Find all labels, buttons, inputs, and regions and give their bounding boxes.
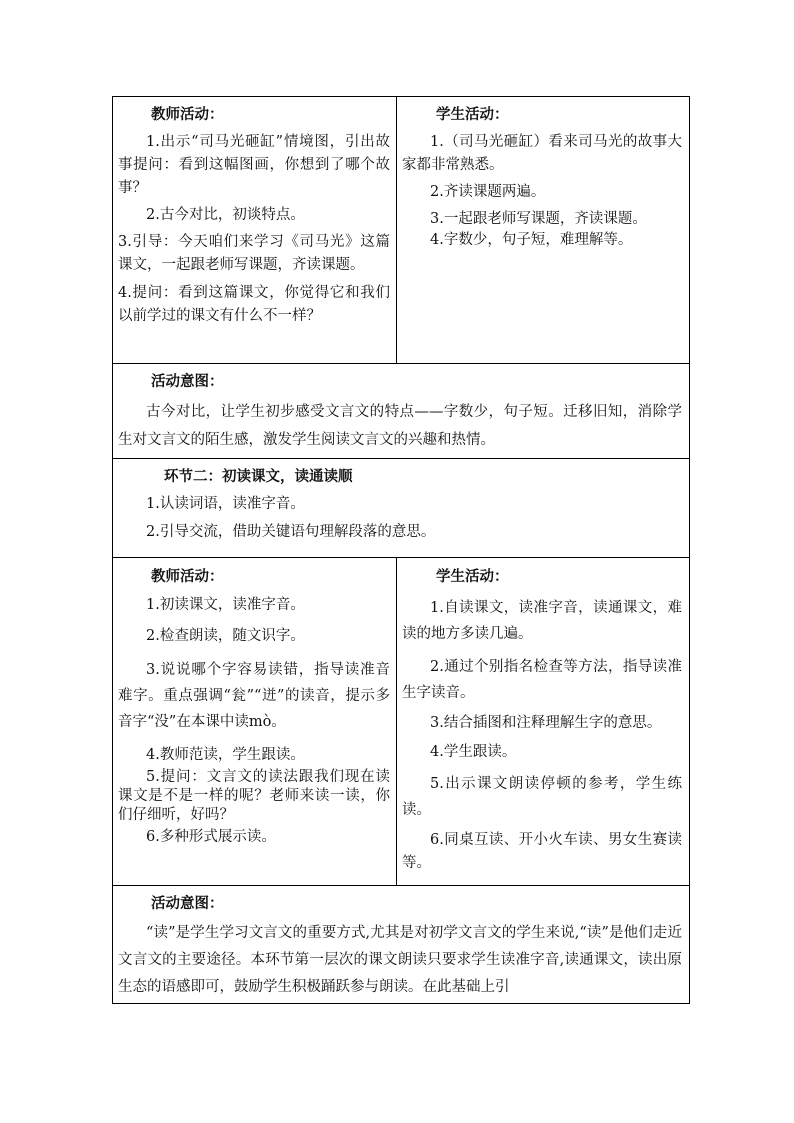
list-item: 3.引导：今天咱们来学习《司马光》这篇课文，一起跟老师写课题，齐读课题。 — [118, 234, 390, 273]
teacher-activity-cell-1 — [118, 104, 390, 328]
activity-intent-cell-1 — [118, 371, 682, 454]
list-item: 3.一起跟老师写课题，齐读课题。 — [430, 211, 647, 227]
list-item: 2.检查朗读，随文识字。 — [146, 628, 305, 644]
list-item: 3.说说哪个字容易读错，指导读准音难字。重点强调“瓮”“迸”的读音，提示多音字“没”在本课中读mò。 — [118, 662, 390, 730]
list-item: 5.提问：文言文的读法跟我们现在读课文是不是一样的呢？老师来读一读，你们仔细听，好吗？ — [118, 769, 390, 823]
list-item: 6.多种形式展示读。 — [146, 829, 276, 845]
teacher-heading: 教师活动： — [151, 106, 224, 123]
list-item: 1.认读词语，读准字音。 — [146, 496, 305, 512]
table-rule-right — [689, 96, 690, 1004]
column-divider — [396, 557, 397, 886]
teacher-activity-cell-2 — [118, 566, 390, 848]
list-item: 1.自读课文，读准字音，读通课文，难读的地方多读几遍。 — [402, 600, 682, 642]
column-divider — [396, 96, 397, 364]
intent-text: “读”是学生学习文言文的重要方式,尤其是对初学文言文的学生来说,“读”是他们走近文言文的主要途径。本环节第一层次的课文朗读只要求学生读准字音,读通课文，读出原生态的语感即可，鼓励学生积极踊跃参与朗读。在此基础上引 — [118, 925, 682, 995]
activity-intent-cell-2 — [118, 893, 682, 1001]
student-heading: 学生活动： — [436, 568, 509, 585]
intent-heading: 活动意图： — [151, 895, 224, 912]
student-activity-cell-1 — [402, 104, 682, 251]
table-rule-top — [112, 96, 690, 97]
stage-title: 环节二：初读课文，读通读顺 — [164, 468, 353, 485]
teacher-heading: 教师活动： — [151, 568, 224, 585]
list-item: 3.结合插图和注释理解生字的意思。 — [430, 715, 662, 731]
list-item: 2.古今对比，初谈特点。 — [146, 207, 305, 223]
list-item: 5.出示课文朗读停顿的参考，学生练读。 — [402, 776, 682, 818]
list-item: 6.同桌互读、开小火车读、男女生赛读等。 — [402, 832, 682, 871]
list-item: 2.引导交流，借助关键语句理解段落的意思。 — [146, 524, 436, 540]
stage-two-cell — [118, 466, 682, 543]
list-item: 4.字数少，句子短，难理解等。 — [430, 232, 633, 248]
table-rule — [112, 363, 690, 364]
student-activity-cell-2 — [402, 566, 682, 875]
student-heading: 学生活动： — [436, 106, 509, 123]
list-item: 4.学生跟读。 — [430, 744, 517, 760]
list-item: 2.通过个别指名检查等方法，指导读准生字读音。 — [402, 659, 682, 701]
list-item: 4.提问：看到这篇课文，你觉得它和我们以前学过的课文有什么不一样？ — [118, 285, 390, 324]
list-item: 2.齐读课题两遍。 — [430, 184, 546, 200]
table-rule-bottom — [112, 1003, 690, 1004]
list-item: 1.出示“司马光砸缸”情境图，引出故事提问：看到这幅图画，你想到了哪个故事？ — [118, 134, 390, 196]
table-rule — [112, 458, 690, 459]
intent-heading: 活动意图： — [151, 373, 224, 390]
list-item: 4.教师范读，学生跟读。 — [146, 747, 305, 763]
table-rule — [112, 557, 690, 558]
table-rule-left — [112, 96, 113, 1004]
list-item: 1.（司马光砸缸）看来司马光的故事大家都非常熟悉。 — [402, 134, 682, 173]
table-rule — [112, 885, 690, 886]
list-item: 1.初读课文，读准字音。 — [146, 597, 305, 613]
intent-text: 古今对比，让学生初步感受文言文的特点——字数少，句子短。迁移旧知，消除学生对文言文的陌生感，激发学生阅读文言文的兴趣和热情。 — [118, 404, 682, 448]
